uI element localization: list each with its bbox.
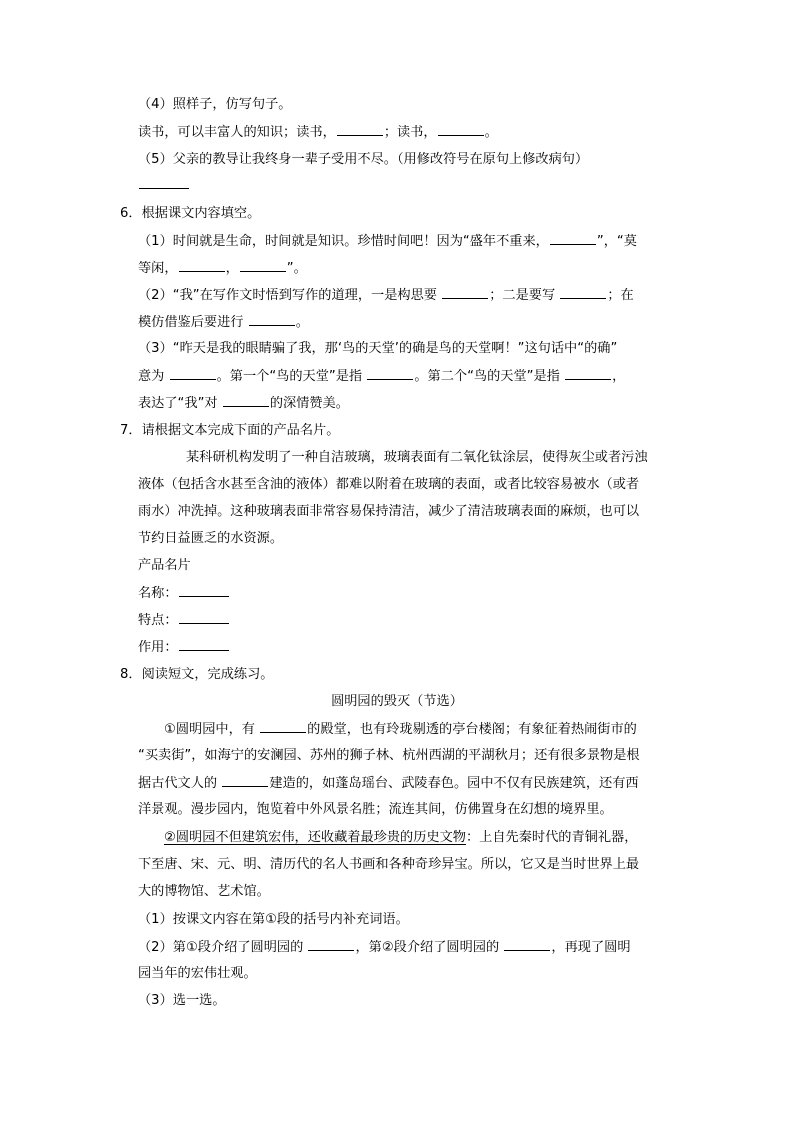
q6-p3-line1 (138, 340, 617, 358)
q6-p2-line1 (138, 286, 634, 305)
q4-blank-1[interactable] (337, 123, 383, 136)
q6-p2-blank-3[interactable] (249, 313, 295, 326)
q7-para-line3 (138, 503, 639, 521)
q4-blank-2[interactable] (438, 123, 484, 136)
q6-p2-blank-2[interactable] (560, 286, 606, 299)
q8-q2-c: ，再现了圆明 (551, 940, 631, 955)
q7-para1: 某科研机构发明了一种自洁玻璃，玻璃表面有二氧化钛涂层，使得灰尘或者污浊 (186, 450, 648, 465)
q7-card-title-text: 产品名片 (138, 558, 191, 573)
q8-s1-c: “买卖街”，如海宁的安澜园、苏州的狮子林、杭州西湖的平湖秋月；还有很多景物是根 (138, 748, 640, 763)
q8-s1-line1 (164, 720, 637, 739)
q8-q1 (138, 911, 409, 929)
q6-p1-c: 等闲， (138, 261, 178, 276)
q6-p1-d: ， (225, 261, 239, 276)
q8-s2-d: 大的博物馆、艺术馆。 (138, 884, 270, 899)
q6-p3-blank-2[interactable] (367, 367, 413, 380)
q6-heading-text: 6．根据课文内容填空。 (120, 206, 261, 221)
q6-p3-blank-4[interactable] (223, 394, 269, 407)
q4-line-b: ；读书， (383, 125, 437, 140)
q7-feature-blank[interactable] (179, 611, 229, 624)
q8-q2-line1 (138, 938, 631, 957)
q8-s1-d: 据古代文人的 (138, 776, 218, 791)
q8-s1-f: 洋景观。漫步园内，饱览着中外风景名胜；流连其间，仿佛置身在幻想的境界里。 (138, 802, 613, 817)
q6-p3-a: （3）“昨天是我的眼睛骗了我，那‘鸟的天堂’的确是鸟的天堂啊！”这句话中“的确” (138, 341, 618, 356)
q6-p3-d: 。第二个“鸟的天堂”是指 (414, 369, 560, 384)
q6-p2-b: ；二是要写 (489, 288, 556, 303)
q8-q1-text: （1）按课文内容在第①段的括号内补充词语。 (138, 912, 409, 927)
q4-line-a: 读书，可以丰富人的知识；读书， (138, 125, 336, 140)
q6-p3-f: 表达了“我”对 (138, 396, 218, 411)
q7-para-line2 (138, 476, 639, 494)
q6-p3-e: ， (612, 369, 626, 384)
q5-blank[interactable] (139, 176, 189, 189)
q8-s1-a: ①圆明园中，有 (164, 722, 255, 737)
q5-label-text: （5）父亲的教导让我终身一辈子受用不尽。（用修改符号在原句上修改病句） (138, 152, 589, 167)
q7-feature-label: 特点： (138, 613, 178, 628)
q8-s1-blank-2[interactable] (222, 774, 268, 787)
q6-p1-line1 (138, 232, 637, 251)
q7-para2: 液体（包括含水甚至含油的液体）都难以附着在玻璃的表面，或者比较容易被水（或者 (138, 477, 640, 492)
q6-p2-e: 。 (295, 315, 309, 330)
q8-q2-d: 园当年的宏伟壮观。 (138, 966, 257, 981)
q6-p3-blank-3[interactable] (565, 367, 611, 380)
q6-p3-c: 。第一个“鸟的天堂”是指 (216, 369, 363, 384)
q8-s2-a-underlined: ②圆明园不但建筑宏伟，还收藏着最珍贵的历史文物 (164, 830, 466, 845)
q6-p1-line2 (138, 259, 307, 278)
q6-p1-blank-1[interactable] (550, 232, 596, 245)
q7-heading (120, 422, 339, 440)
q8-s2-b: ：上自先秦时代的青铜礼器， (465, 830, 638, 845)
q8-title-text: 圆明园的毁灭（节选） (331, 694, 463, 709)
q7-name-label: 名称： (138, 586, 178, 601)
q7-heading-text: 7．请根据文本完成下面的产品名片。 (120, 423, 340, 438)
q6-p1-blank-3[interactable] (240, 259, 286, 272)
q8-s1-b: 的殿堂，也有玲珑剔透的亭台楼阁；有象征着热闹街市的 (307, 722, 637, 737)
q5-label (138, 151, 588, 169)
q8-s2-c: 下至唐、宋、元、明、清历代的名人书画和各种奇珍异宝。所以，它又是当时世界上最 (138, 857, 640, 872)
q8-s1-line4 (138, 801, 613, 819)
q7-card-title (138, 557, 191, 575)
q6-p1-b: ”，“莫 (596, 234, 637, 249)
q6-p3-line3 (138, 394, 349, 413)
q6-p2-a: （2）“我”在写作文时悟到写作的道理，一是构思要 (138, 288, 437, 303)
q8-q2-blank-2[interactable] (504, 938, 550, 951)
q7-para3: 雨水）冲洗掉。这种玻璃表面非常容易保持清洁，减少了清洁玻璃表面的麻烦，也可以 (138, 504, 640, 519)
q8-q3-text: （3）选一选。 (138, 993, 226, 1008)
q8-s1-line2 (138, 747, 640, 765)
q4-sentence (138, 123, 498, 142)
q7-use-label: 作用： (138, 640, 178, 655)
q7-para-line1 (186, 449, 648, 467)
q7-name-blank[interactable] (179, 584, 229, 597)
q7-use-blank[interactable] (179, 638, 229, 651)
q4-line-end: 。 (484, 125, 498, 140)
q6-p2-d: 模仿借鉴后要进行 (138, 315, 244, 330)
q8-q2-blank-1[interactable] (308, 938, 354, 951)
q7-para-line4 (138, 530, 283, 548)
q8-heading (120, 666, 273, 684)
q6-p2-line2 (138, 313, 309, 332)
q6-p3-line2 (138, 367, 625, 386)
q6-p1-blank-2[interactable] (179, 259, 225, 272)
q7-use-row (138, 638, 230, 657)
q6-p3-blank-1[interactable] (170, 367, 216, 380)
q8-q2-line2 (138, 965, 257, 983)
q8-passage-title (0, 693, 794, 711)
q5-answer-line (138, 176, 190, 195)
q6-p3-g: 的深情赞美。 (269, 396, 349, 411)
q4-label (138, 96, 291, 114)
q8-s2-line2 (138, 856, 639, 874)
q6-p1-e: ”。 (286, 261, 307, 276)
q7-feature-row (138, 611, 230, 630)
q8-q2-b: ，第②段介绍了圆明园的 (355, 940, 500, 955)
q6-p3-b: 意为 (138, 369, 165, 384)
q6-p2-blank-1[interactable] (442, 286, 488, 299)
q8-q2-a: （2）第①段介绍了圆明园的 (138, 940, 304, 955)
q8-s1-blank-1[interactable] (260, 720, 306, 733)
q8-s2-line1 (164, 829, 637, 847)
q4-label-text: （4）照样子，仿写句子。 (138, 97, 292, 112)
q8-s2-line3 (138, 883, 270, 901)
q6-heading (120, 205, 260, 223)
q6-p2-c: ；在 (607, 288, 634, 303)
q8-s1-line3 (138, 774, 639, 793)
q8-q3 (138, 992, 226, 1010)
q7-name-row (138, 584, 230, 603)
q6-p1-a: （1）时间就是生命，时间就是知识。珍惜时间吧！因为“盛年不重来， (138, 234, 549, 249)
q8-s1-e: 建造的，如蓬岛瑶台、武陵春色。园中不仅有民族建筑，还有西 (269, 776, 639, 791)
q7-para4: 节约日益匮乏的水资源。 (138, 531, 284, 546)
q8-heading-text: 8．阅读短文，完成练习。 (120, 667, 274, 682)
